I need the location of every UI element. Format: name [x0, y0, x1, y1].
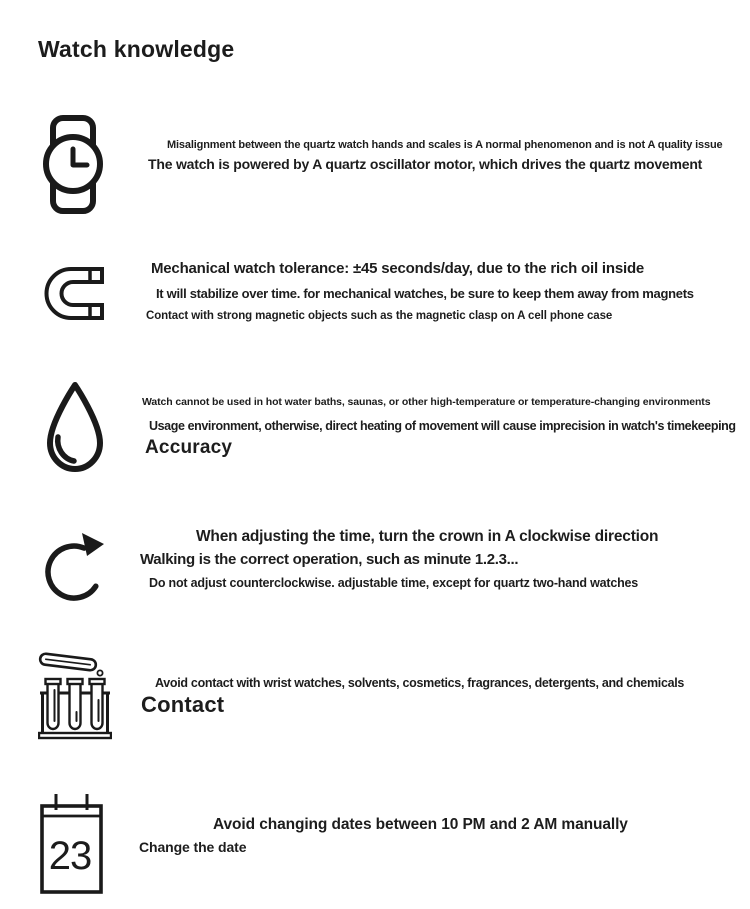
water-drop-icon — [43, 380, 107, 475]
quartz-main-text: The watch is powered by A quartz oscillator motor, which drives the quartz movement — [148, 156, 703, 172]
page-title: Watch knowledge — [38, 36, 235, 62]
adjust-sub-text: Walking is the correct operation, such as minute 1.2.3... — [140, 551, 519, 568]
contact-heading: Contact — [141, 692, 225, 717]
watch-icon — [42, 115, 103, 214]
quartz-note-text: Misalignment between the quartz watch hands and scales is A normal phenomenon and is not A quality issue — [167, 139, 723, 151]
adjust-note-text: Do not adjust counterclockwise. adjustable time, except for quartz two-hand watches — [149, 576, 639, 590]
temperature-sub-text: Usage environment, otherwise, direct heating of movement will cause imprecision in watch's timekeeping — [149, 419, 736, 433]
calendar-day-number: 23 — [48, 834, 92, 878]
magnet-note-text: Contact with strong magnetic objects such as the magnetic clasp on A cell phone case — [146, 310, 613, 322]
clockwise-arrow-icon — [44, 528, 108, 606]
magnet-icon — [44, 266, 104, 322]
calendar-icon — [40, 793, 104, 895]
test-tubes-icon — [38, 648, 112, 740]
temperature-note-text: Watch cannot be used in hot water baths, saunas, or other high-temperature or temperature-changing environments — [142, 396, 711, 408]
date-sub-text: Change the date — [139, 839, 247, 855]
magnet-sub-text: It will stabilize over time. for mechanical watches, be sure to keep them away from magnets — [156, 286, 694, 301]
accuracy-heading: Accuracy — [145, 437, 233, 458]
date-main-text: Avoid changing dates between 10 PM and 2 AM manually — [213, 816, 628, 833]
magnet-main-text: Mechanical watch tolerance: ±45 seconds/day, due to the rich oil inside — [151, 260, 645, 277]
adjust-main-text: When adjusting the time, turn the crown in A clockwise direction — [196, 528, 659, 545]
chemical-note-text: Avoid contact with wrist watches, solvents, cosmetics, fragrances, detergents, and chemicals — [155, 676, 685, 690]
